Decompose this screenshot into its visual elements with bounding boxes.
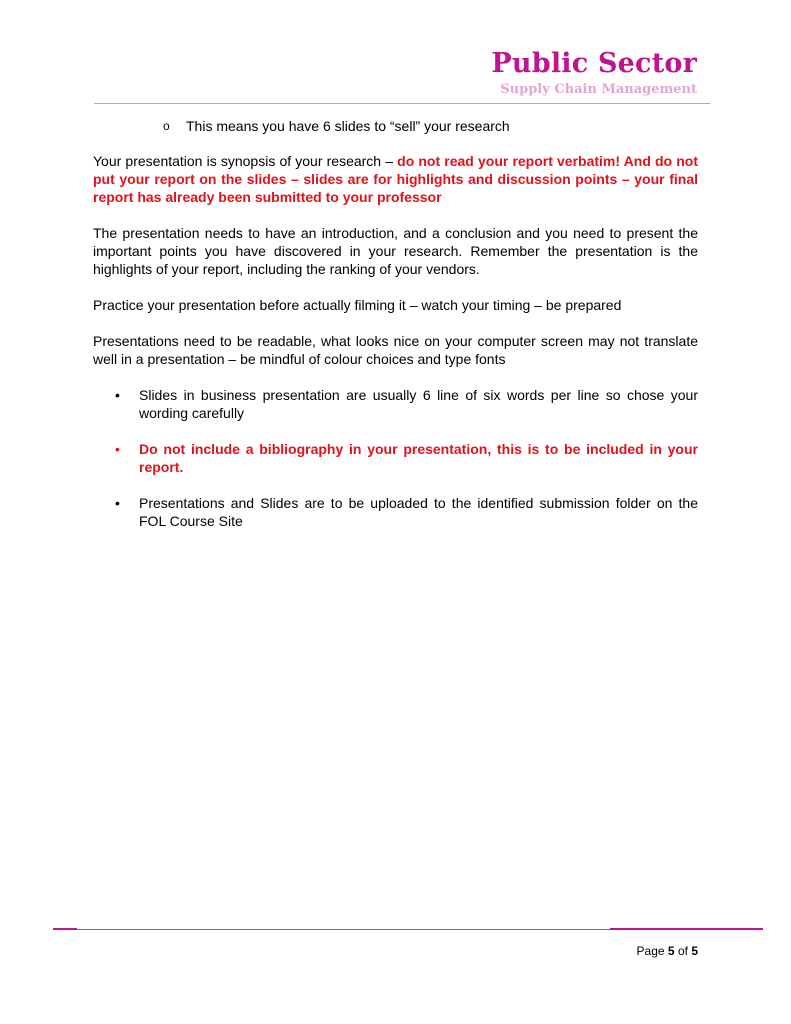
bullet-marker: • — [115, 441, 120, 457]
synopsis-text: Your presentation is synopsis of your research – — [93, 153, 398, 169]
bullet-item — [93, 386, 698, 422]
paragraph-readability: Presentations need to be readable, what looks nice on your computer screen may not translate well in a presentation – be mindful of colour choices and type fonts — [93, 333, 698, 367]
header-title: Public Sector — [491, 48, 697, 79]
sub-bullet-item — [93, 117, 698, 135]
bullet-item — [93, 494, 698, 530]
document-body — [93, 117, 698, 548]
bullet-marker: • — [115, 387, 120, 403]
page-current: 5 — [667, 944, 675, 958]
bullet-text: Slides in business presentation are usually 6 line of six words per line so chose your wording carefully — [139, 387, 698, 421]
bullet-list — [93, 386, 698, 530]
page-label: Page — [636, 944, 665, 958]
paragraph-structure: The presentation needs to have an introduction, and a conclusion and you need to present the important points you have discovered in your research. Remember the presentation is the highlights of your report, including the ranking of your vendors. — [93, 225, 698, 277]
page-total: 5 — [691, 944, 698, 958]
header-subtitle: Supply Chain Management — [500, 82, 697, 97]
of-label: of — [677, 944, 688, 958]
page-header — [491, 48, 697, 99]
footer-divider-accent-left — [53, 928, 77, 930]
footer-divider-accent-right — [610, 928, 763, 930]
bullet-item-warning — [93, 440, 698, 476]
bullet-text: Do not include a bibliography in your presentation, this is to be included in your report. — [139, 441, 698, 475]
paragraph-practice: Practice your presentation before actually filming it – watch your timing – be prepared — [93, 297, 622, 313]
bullet-text: Presentations and Slides are to be uploaded to the identified submission folder on the FOL Course Site — [139, 495, 698, 529]
paragraph-synopsis — [93, 152, 698, 206]
sub-bullet-marker: o — [163, 119, 170, 133]
bullet-marker: • — [115, 495, 120, 511]
header-divider — [94, 103, 710, 104]
synopsis-warning: do not read your report verbatim! And do not put your report on the slides – slides are for highlights and discussion points – your final report has already been submitted to your professor — [93, 153, 698, 205]
page-number — [637, 944, 698, 958]
sub-bullet-text: This means you have 6 slides to “sell” your research — [186, 118, 510, 134]
